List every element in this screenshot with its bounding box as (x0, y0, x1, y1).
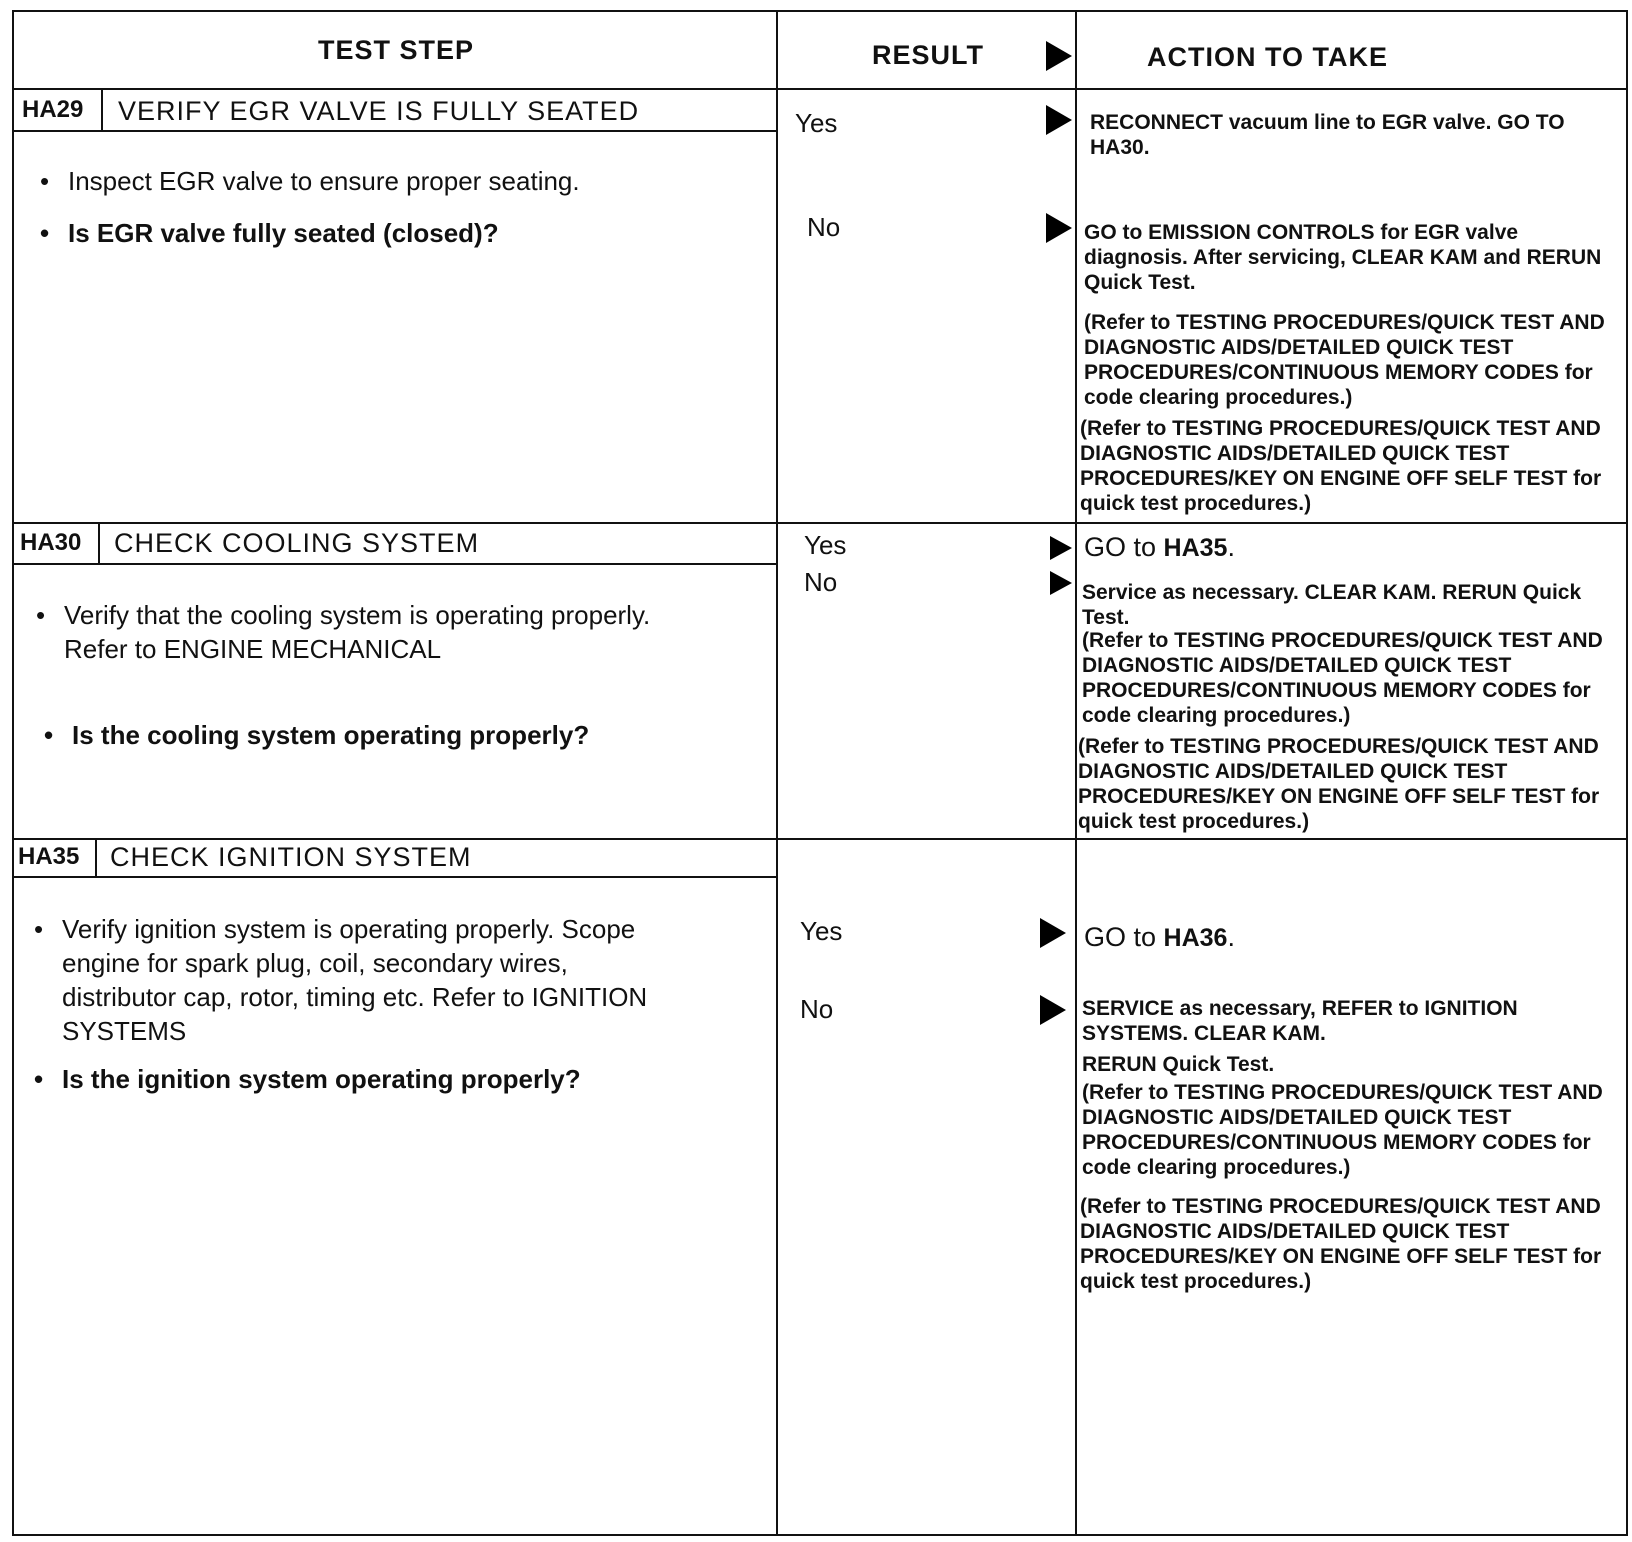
step-id-separator (98, 522, 100, 563)
arrow-icon (1040, 995, 1066, 1025)
step-question: • Is the ignition system operating properly? (34, 1064, 581, 1094)
result-yes: Yes (795, 108, 838, 138)
bullet-icon: • (36, 600, 46, 630)
action-note: (Refer to TESTING PROCEDURES/QUICK TEST AND DIAGNOSTIC AIDS/DETAILED QUICK TEST PROCEDURES/CONTINUOUS MEMORY CODES for code clearing procedures.) (1082, 1081, 1603, 1179)
action-note: (Refer to TESTING PROCEDURES/QUICK TEST AND DIAGNOSTIC AIDS/DETAILED QUICK TEST PROCEDURES/KEY ON ENGINE OFF SELF TEST for quick test procedures.) (1080, 1195, 1602, 1293)
bullet-icon: • (34, 1064, 44, 1094)
row-divider-1 (12, 522, 1628, 524)
step-id-separator (95, 838, 97, 876)
arrow-icon (1050, 571, 1072, 595)
action-note: (Refer to TESTING PROCEDURES/QUICK TEST AND DIAGNOSTIC AIDS/DETAILED QUICK TEST PROCEDURES/KEY ON ENGINE OFF SELF TEST for quick test procedures.) (1078, 735, 1600, 833)
action-note: (Refer to TESTING PROCEDURES/QUICK TEST AND DIAGNOSTIC AIDS/DETAILED QUICK TEST PROCEDURES/CONTINUOUS MEMORY CODES for code clearing procedures.) (1084, 311, 1605, 409)
table-top-border (14, 10, 1628, 12)
step-id-separator (101, 88, 103, 130)
step-title: CHECK COOLING SYSTEM (114, 528, 480, 558)
row-divider-2 (12, 838, 1628, 840)
step-title-underline (12, 563, 776, 565)
column-divider-1 (776, 10, 778, 1534)
bullet-icon: • (40, 166, 50, 196)
step-id: HA30 (20, 529, 82, 556)
step-question: • Is the cooling system operating properly? (44, 720, 590, 750)
action-note: (Refer to TESTING PROCEDURES/QUICK TEST AND DIAGNOSTIC AIDS/DETAILED QUICK TEST PROCEDURES/KEY ON ENGINE OFF SELF TEST for quick test procedures.) (1080, 417, 1602, 515)
bullet-icon: • (44, 720, 54, 750)
header-result: RESULT (872, 40, 984, 70)
step-id: HA35 (18, 843, 80, 870)
step-title-underline (12, 876, 776, 878)
header-action: ACTION TO TAKE (1147, 42, 1388, 72)
action-goto: GO to HA35. (1084, 532, 1235, 562)
action-note: (Refer to TESTING PROCEDURES/QUICK TEST AND DIAGNOSTIC AIDS/DETAILED QUICK TEST PROCEDURES/CONTINUOUS MEMORY CODES for code clearing procedures.) (1082, 629, 1603, 727)
result-no: No (807, 212, 841, 242)
arrow-icon (1050, 536, 1072, 560)
table-right-border (1626, 10, 1628, 1535)
bullet-icon: • (34, 914, 44, 944)
action-goto: GO to HA36. (1084, 922, 1235, 952)
table-bottom-border (12, 1534, 1628, 1536)
action-text: RERUN Quick Test. (1082, 1053, 1275, 1076)
step-id: HA29 (22, 96, 84, 123)
header-divider (12, 88, 1628, 90)
action-text: RECONNECT vacuum line to EGR valve. GO TO HA30. (1090, 111, 1565, 159)
action-text: GO to EMISSION CONTROLS for EGR valve diagnosis. After servicing, CLEAR KAM and RERUN Quick Test. (1084, 221, 1602, 294)
table-left-border (12, 10, 14, 1535)
header-test-step: TEST STEP (318, 35, 475, 65)
action-text: SERVICE as necessary, REFER to IGNITION SYSTEMS. CLEAR KAM. (1082, 997, 1518, 1045)
arrow-icon (1040, 918, 1066, 948)
header-arrow-icon (1046, 41, 1072, 71)
action-text: Service as necessary. CLEAR KAM. RERUN Quick Test. (1082, 581, 1582, 629)
arrow-icon (1046, 213, 1072, 243)
step-title: CHECK IGNITION SYSTEM (110, 842, 472, 872)
result-no: No (800, 994, 834, 1024)
step-question: • Is EGR valve fully seated (closed)? (40, 218, 499, 248)
step-instruction: • Verify ignition system is operating properly. Scope engine for spark plug, coil, secondary wires, distributor cap, rotor, timing etc. Refer to IGNITION SYSTEMS (34, 914, 648, 1046)
result-no: No (804, 567, 838, 597)
step-instruction: • Verify that the cooling system is operating properly. Refer to ENGINE MECHANICAL (36, 600, 651, 664)
arrow-icon (1046, 105, 1072, 135)
column-divider-2 (1075, 10, 1077, 1534)
step-title: VERIFY EGR VALVE IS FULLY SEATED (118, 96, 640, 126)
result-yes: Yes (800, 916, 843, 946)
step-title-underline (12, 130, 776, 132)
result-yes: Yes (804, 530, 847, 560)
step-instruction: • Inspect EGR valve to ensure proper seating. (40, 166, 580, 196)
bullet-icon: • (40, 218, 50, 248)
